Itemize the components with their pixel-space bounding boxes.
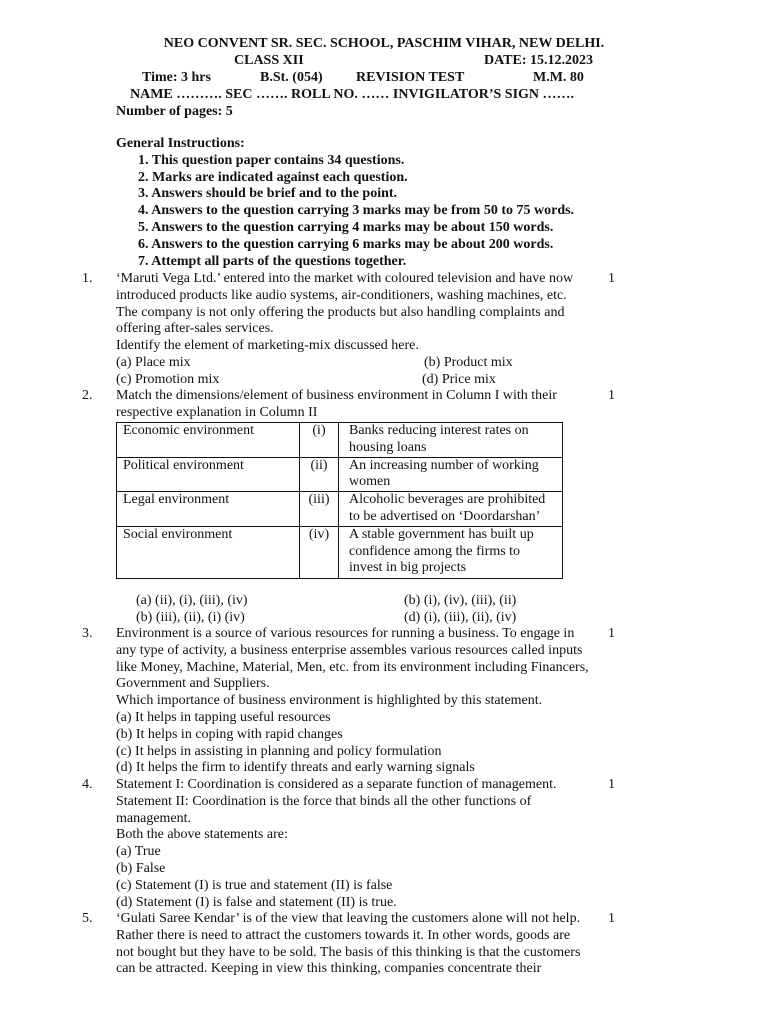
instruction-item: 3. Answers should be brief and to the point. (138, 186, 398, 202)
general-instructions (116, 136, 574, 270)
option: (a) It helps in tapping useful resources (116, 709, 331, 725)
question-text: ‘Maruti Vega Ltd.’ entered into the market with coloured television and have now (116, 271, 574, 286)
option-row (136, 610, 596, 627)
table-row (117, 526, 563, 578)
question-text: Government and Suppliers. (116, 676, 270, 692)
instruction-item: 7. Attempt all parts of the questions together. (138, 253, 407, 269)
column-2-cell: Banks reducing interest rates on housing loans (339, 423, 563, 458)
match-table (116, 422, 563, 579)
question-text: Both the above statements are: (116, 827, 288, 843)
question-text: Identify the element of marketing-mix discussed here. (116, 338, 419, 354)
question-text: introduced products like audio systems, air-conditioners, washing machines, etc. (116, 287, 567, 303)
option: (b) (iii), (ii), (i) (iv) (136, 609, 245, 625)
question-text: management. (116, 810, 192, 826)
pages-line (0, 104, 768, 121)
question-text: can be attracted. Keeping in view this thinking, companies concentrate their (116, 961, 542, 977)
question-text: The company is not only offering the products but also handling complaints and (116, 304, 565, 320)
question-text: Which importance of business environment is highlighted by this statement. (116, 693, 543, 709)
instruction-item: 4. Answers to the question carrying 3 marks may be from 50 to 75 words. (138, 203, 575, 219)
option: (c) It helps in assisting in planning and policy formulation (116, 743, 442, 759)
question-text: ‘Gulati Saree Kendar’ is of the view that leaving the customers alone will not help. (116, 911, 581, 926)
column-2-cell: A stable government has built up confidence among the firms to invest in big projects (339, 526, 563, 578)
option-row (116, 355, 598, 372)
column-1-cell: Economic environment (117, 423, 300, 458)
question-body (116, 626, 606, 777)
option: (c) Statement (I) is true and statement (II) is false (116, 877, 393, 893)
subject-label: B.St. (054) (260, 70, 323, 85)
option-grid (136, 593, 596, 627)
question-marks: 1 (608, 626, 615, 641)
question-number: 4. (82, 777, 93, 792)
roman-number-cell: (iii) (300, 492, 339, 527)
table-row (117, 457, 563, 492)
column-1-cell: Legal environment (117, 492, 300, 527)
class-label: CLASS XII (234, 53, 304, 68)
question-marks: 1 (608, 911, 615, 926)
question-text: Statement II: Coordination is the force that binds all the other functions of (116, 793, 532, 809)
question-body (116, 388, 598, 422)
option: (b) Product mix (424, 354, 513, 370)
option-row (116, 372, 598, 389)
instructions-title: General Instructions: (116, 136, 245, 151)
instruction-item: 5. Answers to the question carrying 4 marks may be about 150 words. (138, 219, 554, 235)
school-name: NEO CONVENT SR. SEC. SCHOOL, PASCHIM VIHAR, NEW DELHI. (163, 36, 605, 51)
question-body (116, 271, 598, 389)
table-row (117, 423, 563, 458)
question-text: like Money, Machine, Material, Men, etc. from its environment including Financers, (116, 659, 589, 675)
question-marks: 1 (608, 388, 615, 403)
option: (d) Price mix (422, 371, 496, 387)
option: (a) (ii), (i), (iii), (iv) (136, 593, 248, 608)
question-number: 3. (82, 626, 93, 641)
table-row (117, 492, 563, 527)
question-number: 1. (82, 271, 93, 286)
time-subject-line (0, 70, 768, 87)
date-label: DATE: 15.12.2023 (484, 53, 594, 68)
option: (b) (i), (iv), (iii), (ii) (404, 593, 517, 608)
option: (d) It helps the firm to identify threats and early warning signals (116, 760, 475, 776)
roman-number-cell: (ii) (300, 457, 339, 492)
question-text: respective explanation in Column II (116, 404, 318, 420)
instruction-item: 6. Answers to the question carrying 6 marks may be about 200 words. (138, 236, 554, 252)
instruction-item: 1. This question paper contains 34 questions. (138, 152, 405, 168)
option: (d) (i), (iii), (ii), (iv) (404, 609, 517, 625)
time-label: Time: 3 hrs (142, 70, 211, 85)
column-1-cell: Political environment (117, 457, 300, 492)
option: (b) False (116, 860, 166, 876)
test-label: REVISION TEST (356, 70, 465, 85)
question-text: not bought but they have to be sold. The basis of this thinking is that the customers (116, 944, 581, 960)
option: (b) It helps in coping with rapid changes (116, 726, 343, 742)
question-text: offering after-sales services. (116, 321, 274, 337)
question-marks: 1 (608, 777, 615, 792)
question-number: 2. (82, 388, 93, 403)
exam-header (0, 36, 768, 121)
option: (a) Place mix (116, 354, 191, 370)
max-marks-label: M.M. 80 (533, 70, 584, 85)
name-roll-sign-text: NAME ………. SEC ……. ROLL NO. …… INVIGILATOR’S SIGN ……. (130, 87, 575, 102)
option: (d) Statement (I) is false and statement (II) is true. (116, 894, 397, 910)
roman-number-cell: (i) (300, 423, 339, 458)
question-body (116, 777, 598, 911)
roman-number-cell: (iv) (300, 526, 339, 578)
question-marks: 1 (608, 271, 615, 286)
question-text: Rather there is need to attract the customers towards it. In other words, goods are (116, 927, 571, 943)
number-of-pages: Number of pages: 5 (116, 104, 233, 119)
question-text: Statement I: Coordination is considered as a separate function of management. (116, 777, 557, 792)
option-row (136, 593, 596, 610)
question-text: any type of activity, a business enterprise assembles various resources called inputs (116, 642, 583, 658)
column-1-cell: Social environment (117, 526, 300, 578)
instruction-item: 2. Marks are indicated against each question. (138, 169, 408, 185)
question-number: 5. (82, 911, 93, 926)
question-text: Environment is a source of various resources for running a business. To engage in (116, 626, 575, 641)
column-2-cell: Alcoholic beverages are prohibited to be advertised on ‘Doordarshan’ (339, 492, 563, 527)
option: (a) True (116, 844, 161, 860)
class-date-line (0, 53, 768, 70)
option: (c) Promotion mix (116, 371, 220, 387)
name-line (0, 87, 768, 104)
column-2-cell: An increasing number of working women (339, 457, 563, 492)
question-text: Match the dimensions/element of business environment in Column I with their (116, 388, 557, 403)
question-body (116, 911, 606, 978)
